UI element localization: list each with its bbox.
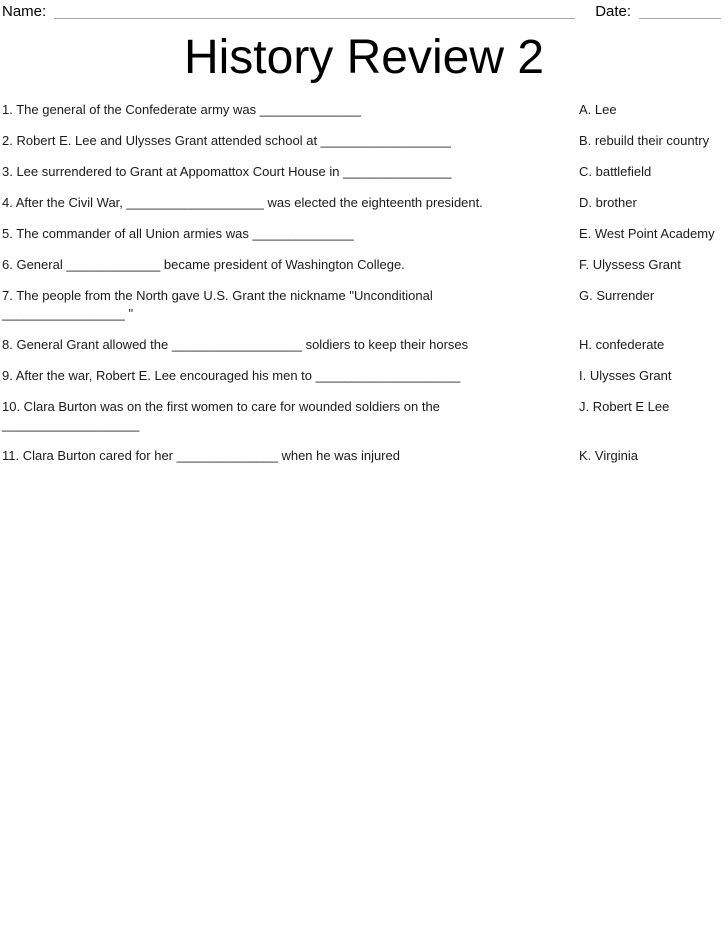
answer-option: D. brother — [579, 195, 637, 210]
question-line: 11. Clara Burton cared for her ______________ when he was injured — [2, 448, 400, 463]
date-label: Date: — [595, 3, 632, 20]
question-text — [2, 336, 579, 354]
question-text — [2, 398, 579, 434]
worksheet-row — [2, 447, 726, 465]
question-text — [2, 447, 579, 465]
question-line: 6. General _____________ became president of Washington College. — [2, 257, 405, 272]
worksheet-page — [0, 0, 728, 465]
answer-option: H. confederate — [579, 337, 665, 352]
worksheet-row — [2, 256, 726, 274]
question-line-2: _________________ " — [2, 306, 134, 321]
worksheet-row — [2, 336, 726, 354]
question-line-2: ___________________ — [2, 417, 140, 432]
answer-option: F. Ulyssess Grant — [579, 257, 681, 272]
answer-option: K. Virginia — [579, 448, 639, 463]
worksheet-row — [2, 194, 726, 212]
question-text — [2, 287, 579, 323]
question-text — [2, 101, 579, 119]
question-text — [2, 132, 579, 150]
worksheet-row — [2, 225, 726, 243]
question-line: 5. The commander of all Union armies was ______________ — [2, 226, 354, 241]
question-text — [2, 194, 579, 212]
answer-option: E. West Point Academy — [579, 226, 715, 241]
question-text — [2, 367, 579, 385]
question-line: 10. Clara Burton was on the first women to care for wounded soldiers on the — [2, 399, 440, 414]
question-text — [2, 256, 579, 274]
page-title: History Review 2 — [183, 31, 545, 84]
question-text — [2, 163, 579, 181]
header-row — [2, 2, 726, 20]
question-line: 9. After the war, Robert E. Lee encouraged his men to ____________________ — [2, 368, 461, 383]
date-blank-line — [639, 5, 721, 19]
answer-option: I. Ulysses Grant — [579, 368, 672, 383]
question-text — [2, 225, 579, 243]
worksheet-row — [2, 367, 726, 385]
question-line: 1. The general of the Confederate army was ______________ — [2, 102, 361, 117]
question-line: 8. General Grant allowed the __________________ soldiers to keep their horses — [2, 337, 469, 352]
question-line: 2. Robert E. Lee and Ulysses Grant attended school at __________________ — [2, 133, 451, 148]
question-line: 4. After the Civil War, ___________________ was elected the eighteenth president. — [2, 195, 483, 210]
question-line: 3. Lee surrendered to Grant at Appomattox Court House in _______________ — [2, 164, 452, 179]
worksheet-row — [2, 398, 726, 434]
answer-option: J. Robert E Lee — [579, 399, 670, 414]
answer-option: B. rebuild their country — [579, 133, 710, 148]
worksheet-row — [2, 163, 726, 181]
worksheet-row — [2, 132, 726, 150]
answer-option: C. battlefield — [579, 164, 652, 179]
answer-option: A. Lee — [579, 102, 617, 117]
answer-option: G. Surrender — [579, 288, 655, 303]
name-blank-line — [54, 5, 575, 19]
matching-exercise — [2, 101, 726, 465]
name-label: Name: — [2, 3, 47, 20]
worksheet-row — [2, 101, 726, 119]
worksheet-row — [2, 287, 726, 323]
question-line: 7. The people from the North gave U.S. Grant the nickname "Unconditional — [2, 288, 433, 303]
